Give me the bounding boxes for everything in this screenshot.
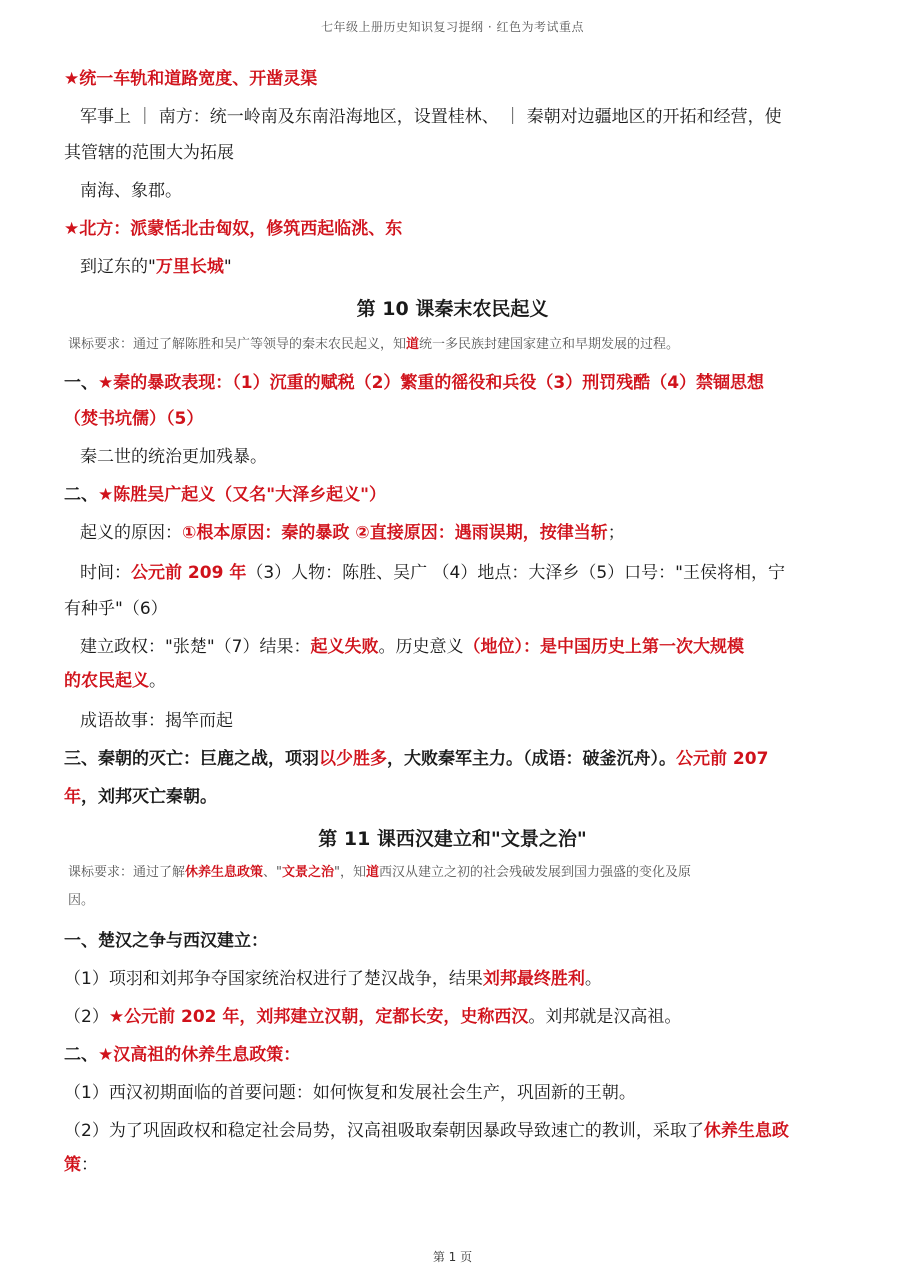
section-fall-of-qin: 三、秦朝的灭亡：巨鹿之战，项羽以少胜多，大败秦军主力。（成语：破釜沉舟）。公元前 207 [64, 749, 769, 769]
line-uprising-time: 时间：公元前 209 年（3）人物：陈胜、吴广 （4）地点：大泽乡（5）口号："王侯将相，宁 [80, 563, 785, 583]
line-uprising-result-cont: 的农民起义。 [64, 671, 166, 691]
line-nanhai: 南海、象郡。 [80, 181, 182, 201]
page-number: 第 1 页 [432, 1250, 473, 1264]
line-chu-han-war: （1）项羽和刘邦争夺国家统治权进行了楚汉战争，结果刘邦最终胜利。 [64, 969, 602, 989]
line-uprising-time-cont: 有种乎"（6） [64, 599, 168, 619]
line-policy-adopted-cont: 策： [64, 1155, 98, 1175]
line-uprising-result: 建立政权："张楚"（7）结果：起义失败。历史意义（地位）：是中国历史上第一次大规模 [80, 637, 744, 657]
section-tyranny: 一、★秦的暴政表现：（1）沉重的赋税（2）繁重的徭役和兵役（3）刑罚残酷（4）禁锢思想 [64, 373, 765, 393]
lesson-11-requirement: 课标要求：通过了解休养生息政策、"文景之治"，知道西汉从建立之初的社会残破发展到国力强盛的变化及原 [68, 865, 692, 880]
lesson-10-title: 第 10 课秦末农民起义 [356, 298, 549, 320]
line-qin-ershi: 秦二世的统治更加残暴。 [80, 447, 267, 467]
line-policy-adopted: （2）为了巩固政权和稳定社会局势，汉高祖吸取秦朝因暴政导致速亡的教训，采取了休养生息政 [64, 1121, 789, 1141]
lesson-11-requirement-cont: 因。 [68, 893, 95, 908]
section-rest-policy: 二、★汉高祖的休养生息政策： [64, 1045, 301, 1065]
line-military: 军事上 ｜ 南方：统一岭南及东南沿海地区，设置桂林、 ｜ 秦朝对边疆地区的开拓和经营，使 [80, 107, 782, 127]
section-tyranny-cont: （焚书坑儒）（5） [64, 409, 204, 429]
section-fall-of-qin-cont: 年，刘邦灭亡秦朝。 [64, 787, 217, 807]
page-header: 七年级上册历史知识复习提纲 · 红色为考试重点 [321, 20, 584, 34]
line-uprising-cause: 起义的原因：①根本原因：秦的暴政 ②直接原因：遇雨误期，按律当斩； [80, 523, 625, 543]
line-early-problem: （1）西汉初期面临的首要问题：如何恢复和发展社会生产，巩固新的王朝。 [64, 1083, 636, 1103]
lesson-11-title: 第 11 课西汉建立和"文景之治" [318, 828, 587, 850]
line-military-cont: 其管辖的范围大为拓展 [64, 143, 234, 163]
line-han-founding: （2）★公元前 202 年，刘邦建立汉朝，定都长安，史称西汉。刘邦就是汉高祖。 [64, 1007, 682, 1027]
line-idiom: 成语故事：揭竿而起 [80, 711, 233, 731]
lesson-10-requirement: 课标要求：通过了解陈胜和吴广等领导的秦末农民起义，知道统一多民族封建国家建立和早期发展的过程。 [68, 337, 680, 352]
section-chu-han: 一、楚汉之争与西汉建立： [64, 931, 268, 951]
line-canal: ★统一车轨和道路宽度、开凿灵渠 [64, 69, 318, 89]
line-great-wall: 到辽东的"万里长城" [80, 257, 232, 277]
line-north: ★北方：派蒙恬北击匈奴，修筑西起临洮、东 [64, 219, 403, 239]
section-uprising: 二、★陈胜吴广起义（又名"大泽乡起义"） [64, 485, 386, 505]
